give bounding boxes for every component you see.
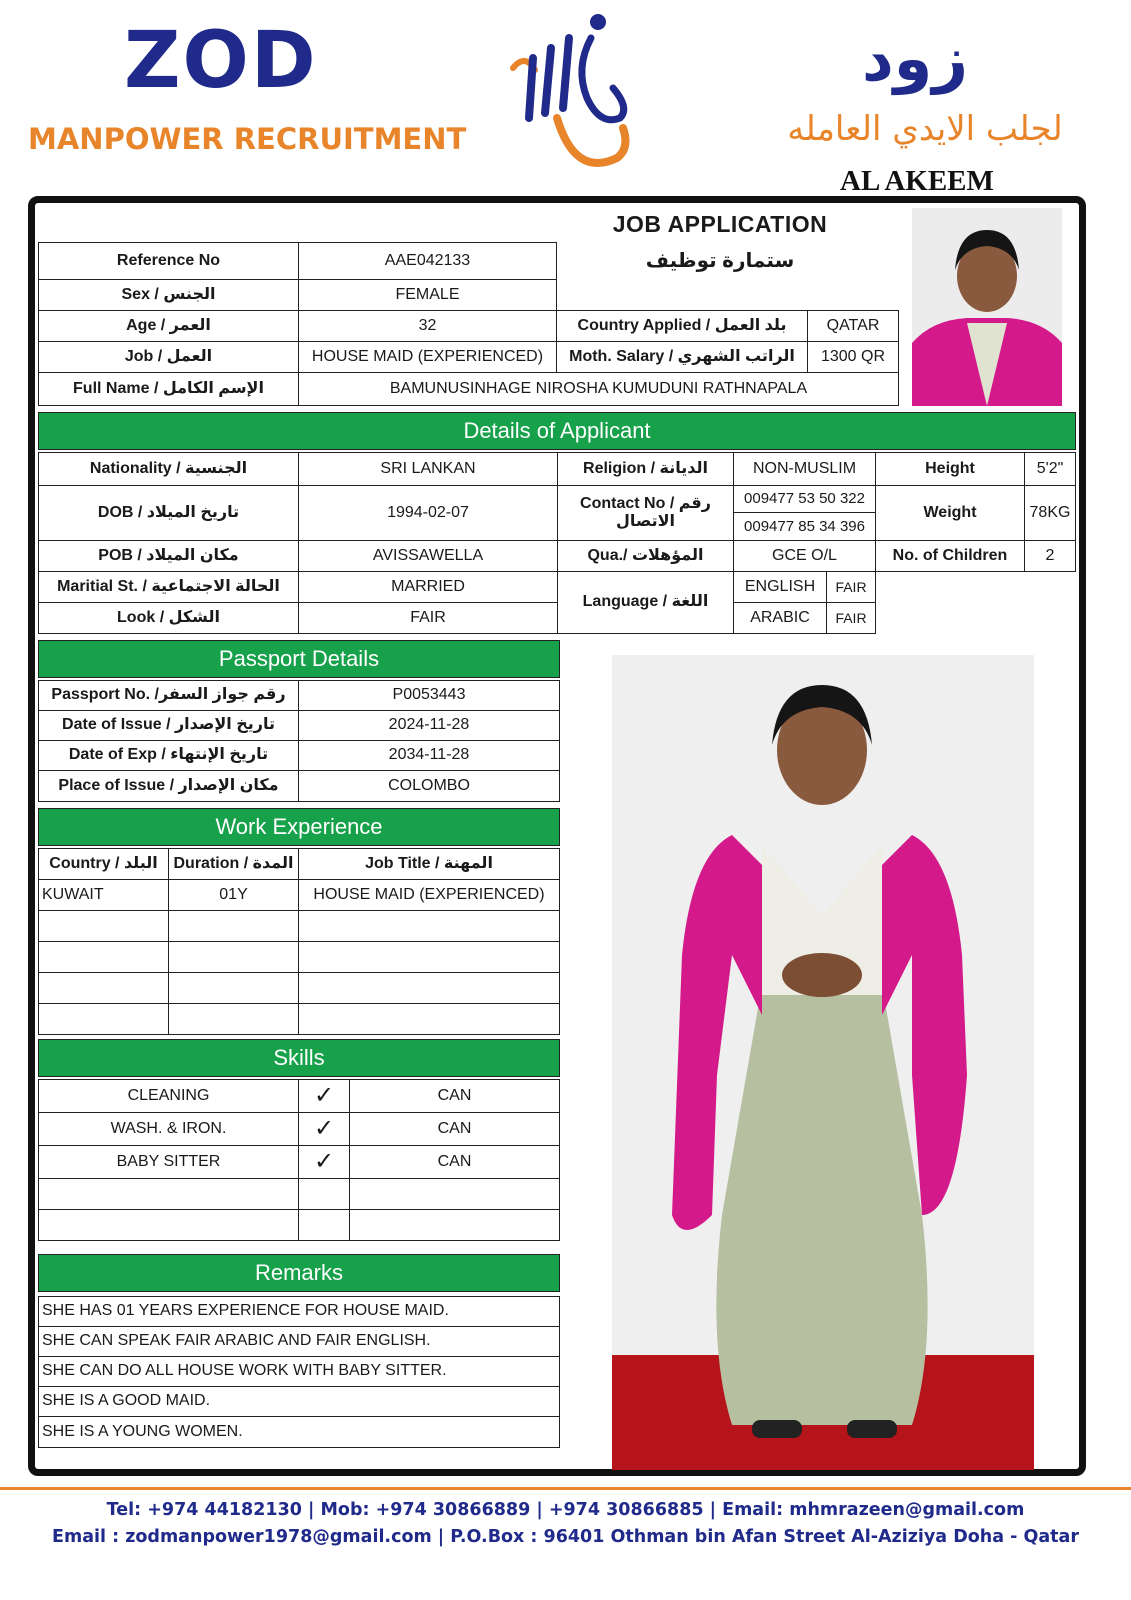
work-empty-cell [168, 1003, 299, 1035]
sex-value: FEMALE [298, 279, 557, 311]
height-label: Height [875, 452, 1025, 486]
work-empty-cell [298, 1003, 560, 1035]
language-1: ENGLISH [733, 571, 827, 603]
language-2: ARABIC [733, 602, 827, 634]
skill-empty-cell [38, 1178, 299, 1210]
skill-status: CAN [349, 1079, 560, 1113]
religion-value: NON-MUSLIM [733, 452, 876, 486]
zod-logo-icon [505, 8, 635, 178]
form-title: JOB APPLICATION [612, 211, 828, 237]
applicant-photo-full [612, 655, 1034, 1470]
height-value: 5'2" [1024, 452, 1076, 486]
work-empty-cell [298, 972, 560, 1004]
expiry-date-label: Date of Exp / تاريخ الإنتهاء [38, 740, 299, 771]
remark-line: SHE CAN DO ALL HOUSE WORK WITH BABY SITTER. [38, 1356, 560, 1387]
work-col-duration: Duration / المدة [168, 848, 299, 880]
skill-name: BABY SITTER [38, 1145, 299, 1179]
checkmark-icon: ✓ [298, 1145, 350, 1179]
reference-value: AAE042133 [298, 242, 557, 280]
contact-value-1: 009477 53 50 322 [733, 485, 876, 513]
dob-value: 1994-02-07 [298, 485, 558, 541]
age-label: Age / العمر [38, 310, 299, 342]
checkmark-icon: ✓ [298, 1112, 350, 1146]
country-applied-label: Country Applied / بلد العمل [556, 310, 808, 342]
children-label: No. of Children [875, 540, 1025, 572]
work-empty-cell [38, 972, 169, 1004]
remark-line: SHE CAN SPEAK FAIR ARABIC AND FAIR ENGLISH. [38, 1326, 560, 1357]
work-col-country: Country / البلد [38, 848, 169, 880]
pob-label: POB / مكان الميلاد [38, 540, 299, 572]
work-empty-cell [168, 972, 299, 1004]
salary-value: 1300 QR [807, 341, 899, 373]
language-1-level: FAIR [826, 571, 876, 603]
checkmark-icon: ✓ [298, 1079, 350, 1113]
issue-date-label: Date of Issue / تاريخ الإصدار [38, 710, 299, 741]
contact-value-2: 009477 85 34 396 [733, 512, 876, 541]
work-empty-cell [298, 910, 560, 942]
marital-value: MARRIED [298, 571, 558, 603]
skill-name: CLEANING [38, 1079, 299, 1113]
issue-date-value: 2024-11-28 [298, 710, 560, 741]
language-label: Language / اللغة [557, 571, 734, 634]
qualification-value: GCE O/L [733, 540, 876, 572]
weight-value: 78KG [1024, 485, 1076, 541]
passport-no-value: P0053443 [298, 680, 560, 711]
footer-contact-line-1: Tel: +974 44182130 | Mob: +974 30866889 | +974 30866885 | Email: mhmrazeen@gmail.com [106, 1500, 1025, 1520]
work-row-country: KUWAIT [38, 879, 169, 911]
brand-subtitle: MANPOWER RECRUITMENT [28, 122, 467, 156]
passport-no-label: Passport No. /رقم جواز السفر [38, 680, 299, 711]
fullname-value: BAMUNUSINHAGE NIROSHA KUMUDUNI RATHNAPALA [298, 372, 899, 406]
place-of-issue-label: Place of Issue / مكان الإصدار [38, 770, 299, 802]
work-section-header: Work Experience [38, 808, 560, 846]
country-applied-value: QATAR [807, 310, 899, 342]
work-col-job: Job Title / المهنة [298, 848, 560, 880]
skill-status: CAN [349, 1145, 560, 1179]
salary-label: Moth. Salary / الراتب الشهري [556, 341, 808, 373]
brand-subtitle-arabic: لجلب الايدي العامله [787, 109, 1063, 149]
work-empty-cell [38, 910, 169, 942]
skills-section-header: Skills [38, 1039, 560, 1077]
work-row-job: HOUSE MAID (EXPERIENCED) [298, 879, 560, 911]
passport-section-header: Passport Details [38, 640, 560, 678]
brand-name: ZOD [124, 16, 318, 106]
work-empty-cell [298, 941, 560, 973]
weight-label: Weight [875, 485, 1025, 541]
work-empty-cell [38, 941, 169, 973]
pob-value: AVISSAWELLA [298, 540, 558, 572]
skill-empty-cell [38, 1209, 299, 1241]
footer-contact-line-2: Email : zodmanpower1978@gmail.com | P.O.Box : 96401 Othman bin Afan Street Al-Aziziya Doha - Qatar [52, 1527, 1079, 1547]
job-label: Job / العمل [38, 341, 299, 373]
qualification-label: Qua./ المؤهلات [557, 540, 734, 572]
contact-label: Contact No / رقم الاتصال [557, 485, 734, 541]
applicant-photo-small [912, 208, 1062, 406]
sex-label: Sex / الجنس [38, 279, 299, 311]
place-of-issue-value: COLOMBO [298, 770, 560, 802]
footer-divider [0, 1487, 1131, 1490]
brand-name-arabic: زود [861, 22, 969, 95]
dob-label: DOB / تاريخ الميلاد [38, 485, 299, 541]
applicant-section-header: Details of Applicant [38, 412, 1076, 450]
remark-line: SHE HAS 01 YEARS EXPERIENCE FOR HOUSE MAID. [38, 1296, 560, 1327]
age-value: 32 [298, 310, 557, 342]
skill-empty-cell [298, 1178, 350, 1210]
work-empty-cell [38, 1003, 169, 1035]
work-empty-cell [168, 910, 299, 942]
skill-empty-cell [349, 1209, 560, 1241]
work-row-duration: 01Y [168, 879, 299, 911]
skill-empty-cell [298, 1209, 350, 1241]
marital-label: Maritial St. / الحالة الاجتماعية [38, 571, 299, 603]
job-value: HOUSE MAID (EXPERIENCED) [298, 341, 557, 373]
al-akeem-label: AL AKEEM [840, 165, 994, 197]
language-2-level: FAIR [826, 602, 876, 634]
nationality-value: SRI LANKAN [298, 452, 558, 486]
nationality-label: Nationality / الجنسية [38, 452, 299, 486]
reference-label: Reference No [38, 242, 299, 280]
remarks-section-header: Remarks [38, 1254, 560, 1292]
look-value: FAIR [298, 602, 558, 634]
skill-empty-cell [349, 1178, 560, 1210]
look-label: Look / الشكل [38, 602, 299, 634]
form-title-arabic: ستمارة توظيف [645, 250, 795, 272]
work-empty-cell [168, 941, 299, 973]
remark-line: SHE IS A YOUNG WOMEN. [38, 1416, 560, 1448]
remark-line: SHE IS A GOOD MAID. [38, 1386, 560, 1417]
children-value: 2 [1024, 540, 1076, 572]
expiry-date-value: 2034-11-28 [298, 740, 560, 771]
skill-name: WASH. & IRON. [38, 1112, 299, 1146]
religion-label: Religion / الديانة [557, 452, 734, 486]
language-empty-cell [875, 571, 1076, 634]
skill-status: CAN [349, 1112, 560, 1146]
fullname-label: Full Name / الإسم الكامل [38, 372, 299, 406]
